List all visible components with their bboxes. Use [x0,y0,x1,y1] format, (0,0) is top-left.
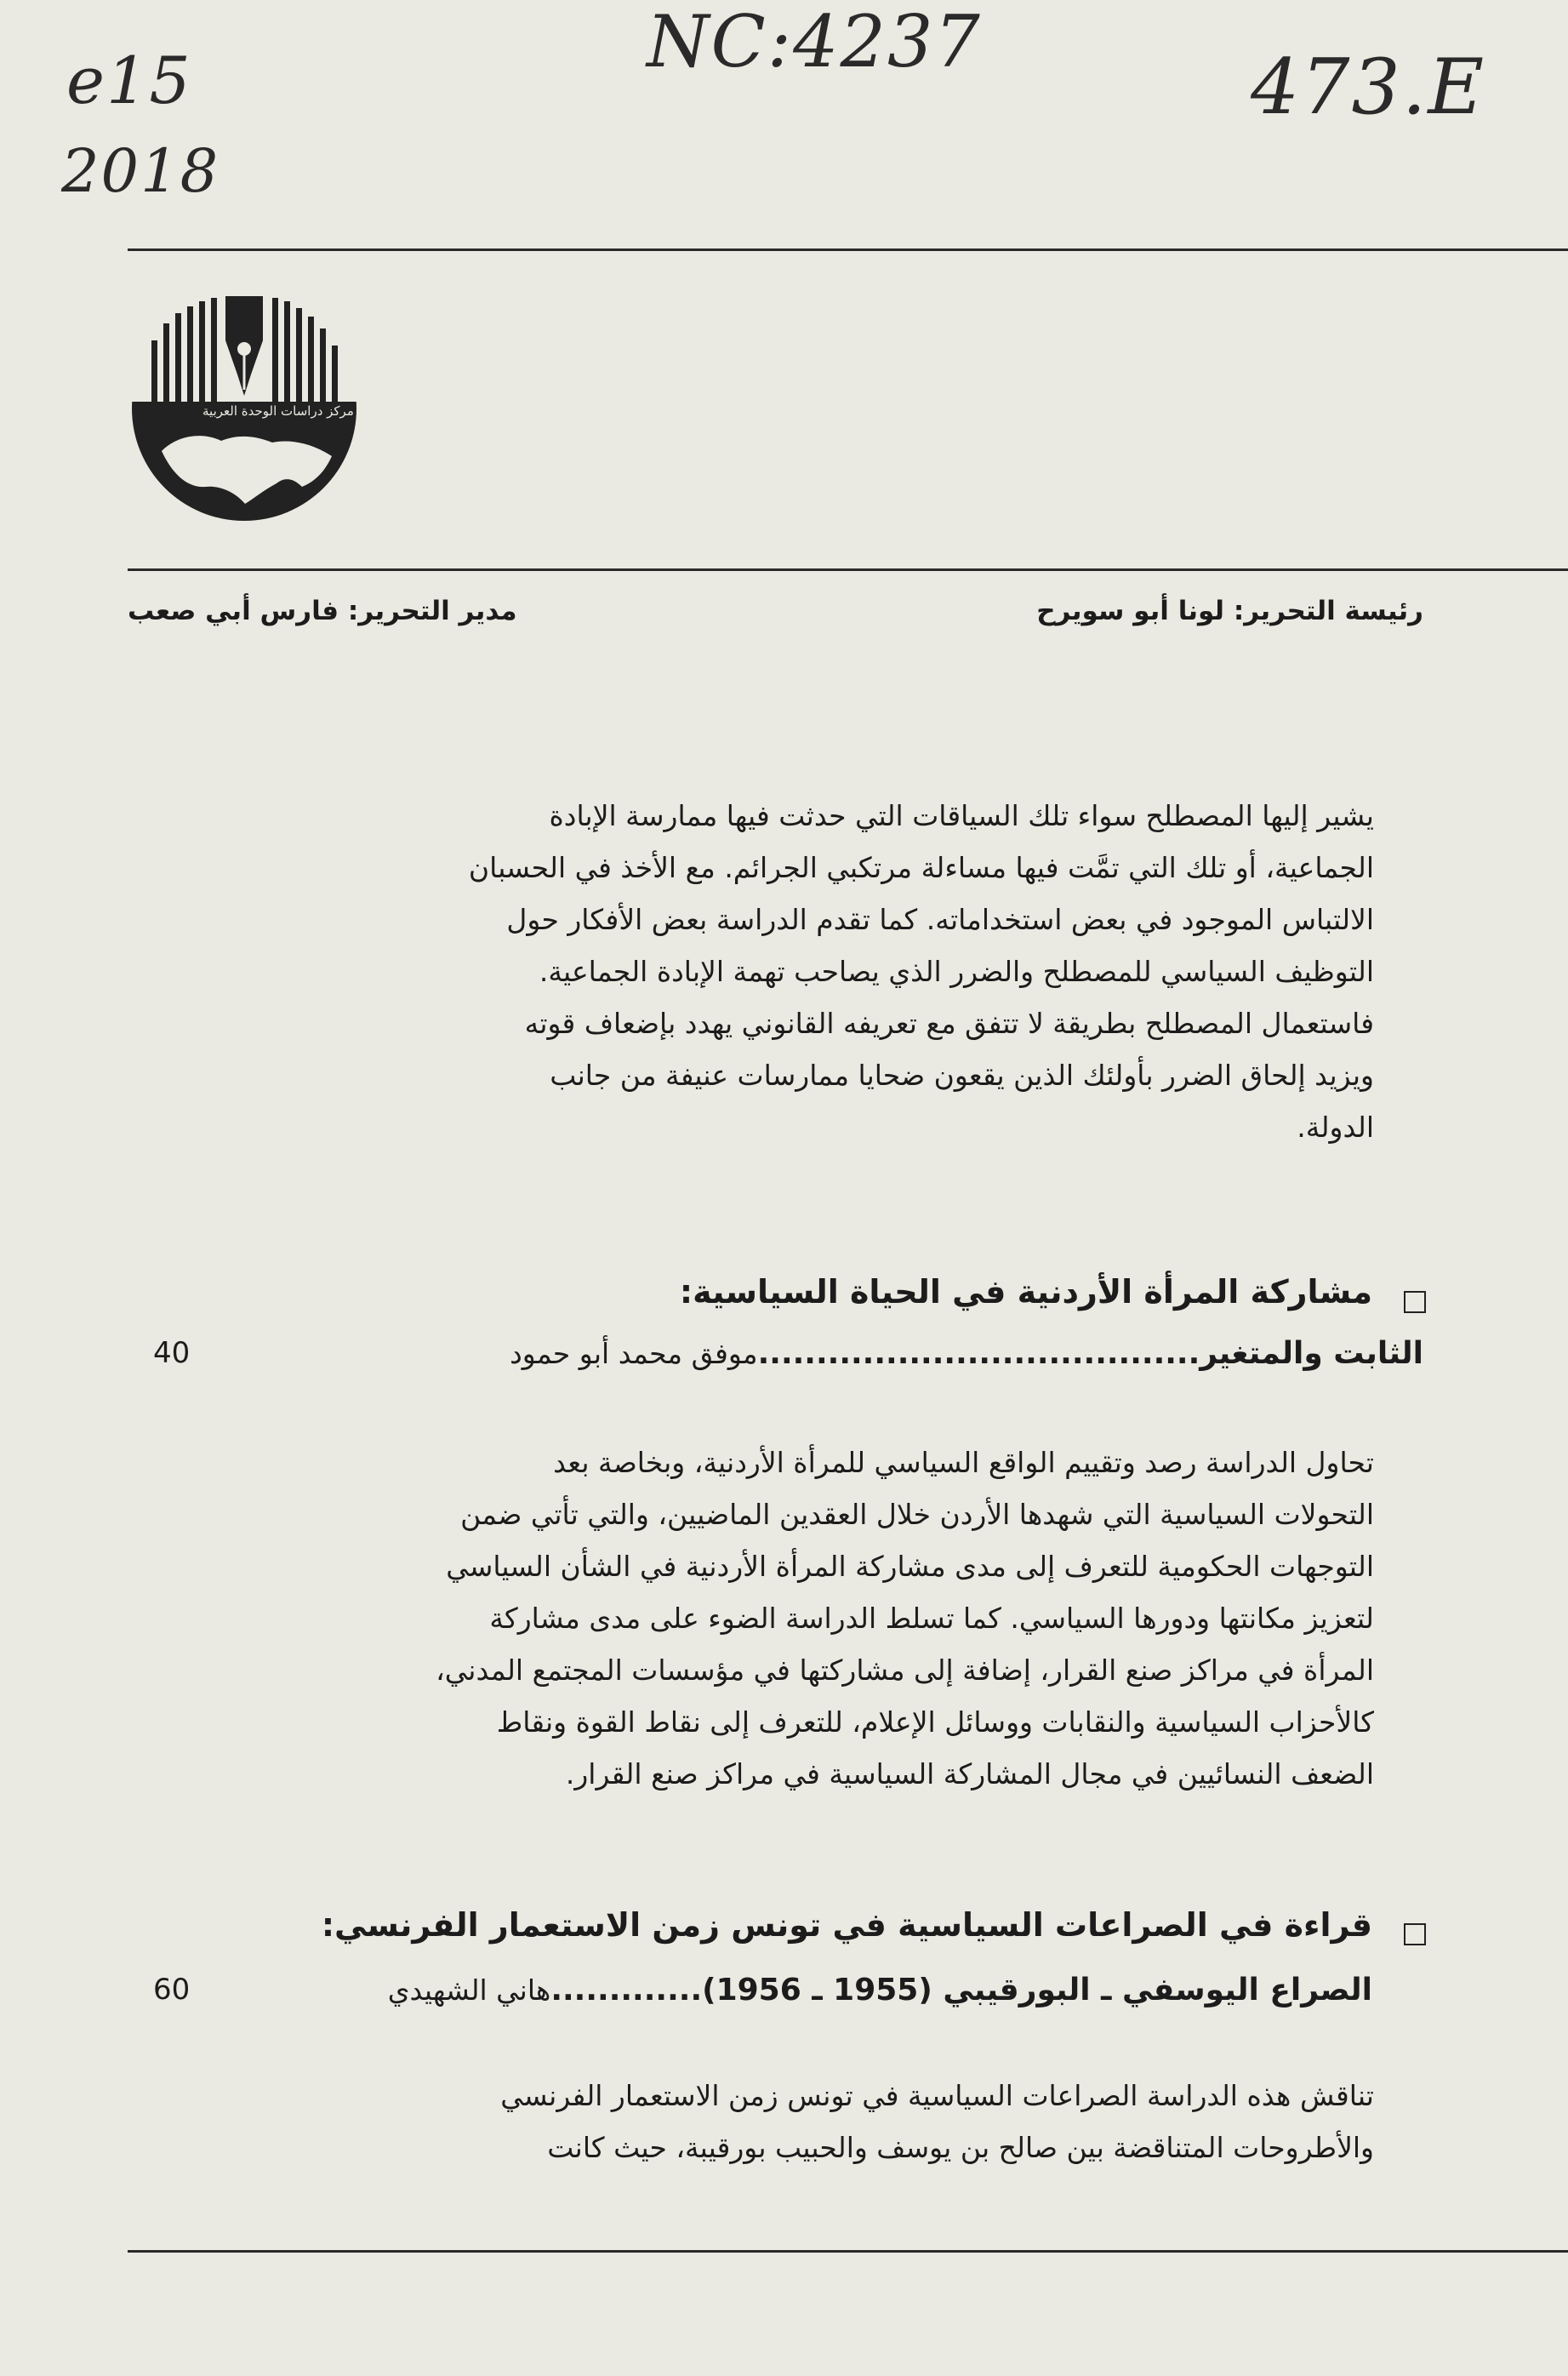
intro-paragraph [349,790,1374,1153]
handwritten-accession-number: NC:4237 [647,0,982,83]
masthead-rule [128,568,1568,571]
top-rule [128,248,1568,251]
article-byline [388,1973,1372,2008]
leader-dots: ............. [550,1973,703,2008]
text-line: التوظيف السياسي للمصطلح والضرر الذي يصاحب تهمة الإبادة الجماعية. [539,955,1374,988]
text-line: والأطروحات المتناقضة بين صالح بن يوسف والحبيب بورقيبة، حيث كانت [547,2131,1374,2164]
text-line: التحولات السياسية التي شهدها الأردن خلال العقدين الماضيين، والتي تأتي ضمن [460,1498,1374,1531]
text-line: كالأحزاب السياسية والنقابات ووسائل الإعلام، للتعرف إلى نقاط القوة ونقاط [496,1705,1374,1739]
text-line: فاستعمال المصطلح بطريقة لا تتفق مع تعريفه القانوني يهدد بإضعاف قوته [524,1007,1374,1040]
article-byline [510,1336,1423,1371]
logo-text: مركز دراسات الوحدة العربية [202,403,354,419]
article-abstract [349,2070,1374,2173]
article-author: موفق محمد أبو حمود [510,1337,758,1370]
article-subtitle: الصراع اليوسفي ـ البورقيبي (1955 ـ 1956) [702,1973,1372,2008]
handwritten-shelfmark: e15 [66,43,192,118]
article-title: قراءة في الصراعات السياسية في تونس زمن الاستعمار الفرنسي: [321,1906,1372,1944]
page-number: 40 [153,1336,191,1370]
article-author: هاني الشهيدي [387,1973,551,2007]
text-line: تناقش هذه الدراسة الصراعات السياسية في تونس زمن الاستعمار الفرنسي [500,2079,1374,2112]
text-line: لتعزيز مكانتها ودورها السياسي. كما تسلط الدراسة الضوء على مدى مشاركة [489,1602,1374,1635]
handwritten-call-number: 473.E [1251,43,1486,132]
handwritten-year: 2018 [61,136,220,206]
text-line: الالتباس الموجود في بعض استخداماته. كما تقدم الدراسة بعض الأفكار حول [506,903,1374,936]
text-line: يشير إليها المصطلح سواء تلك السياقات التي حدثت فيها ممارسة الإبادة [549,799,1374,832]
leader-dots: ...................................... [757,1336,1200,1371]
article-subtitle: الثابت والمتغير [1200,1336,1423,1371]
text-line: الضعف النسائيين في مجال المشاركة السياسية في مراكز صنع القرار. [565,1757,1374,1791]
managing-editor: مدير التحرير: فارس أبي صعب [128,596,517,626]
page-number: 60 [153,1973,191,2007]
text-line: التوجهات الحكومية للتعرف إلى مدى مشاركة المرأة الأردنية في الشأن السياسي [446,1550,1374,1583]
publisher-logo [128,289,362,523]
article-abstract [349,1436,1374,1800]
bottom-rule [128,2250,1568,2253]
text-line: ويزيد إلحاق الضرر بأولئك الذين يقعون ضحايا ممارسات عنيفة من جانب [550,1059,1374,1092]
article-title: مشاركة المرأة الأردنية في الحياة السياسية: [679,1273,1372,1311]
editor-in-chief: رئيسة التحرير: لونا أبو سويرح [1036,596,1423,626]
article-bullet-box [1404,1291,1426,1313]
text-line: تحاول الدراسة رصد وتقييم الواقع السياسي للمرأة الأردنية، وبخاصة بعد [553,1446,1374,1479]
article-bullet-box [1404,1923,1426,1945]
text-line: الدولة. [1297,1111,1374,1144]
text-line: الجماعية، أو تلك التي تمَّت فيها مساءلة مرتكبي الجرائم. مع الأخذ في الحسبان [468,851,1374,884]
text-line: المرأة في مراكز صنع القرار، إضافة إلى مشاركتها في مؤسسات المجتمع المدني، [436,1653,1374,1687]
